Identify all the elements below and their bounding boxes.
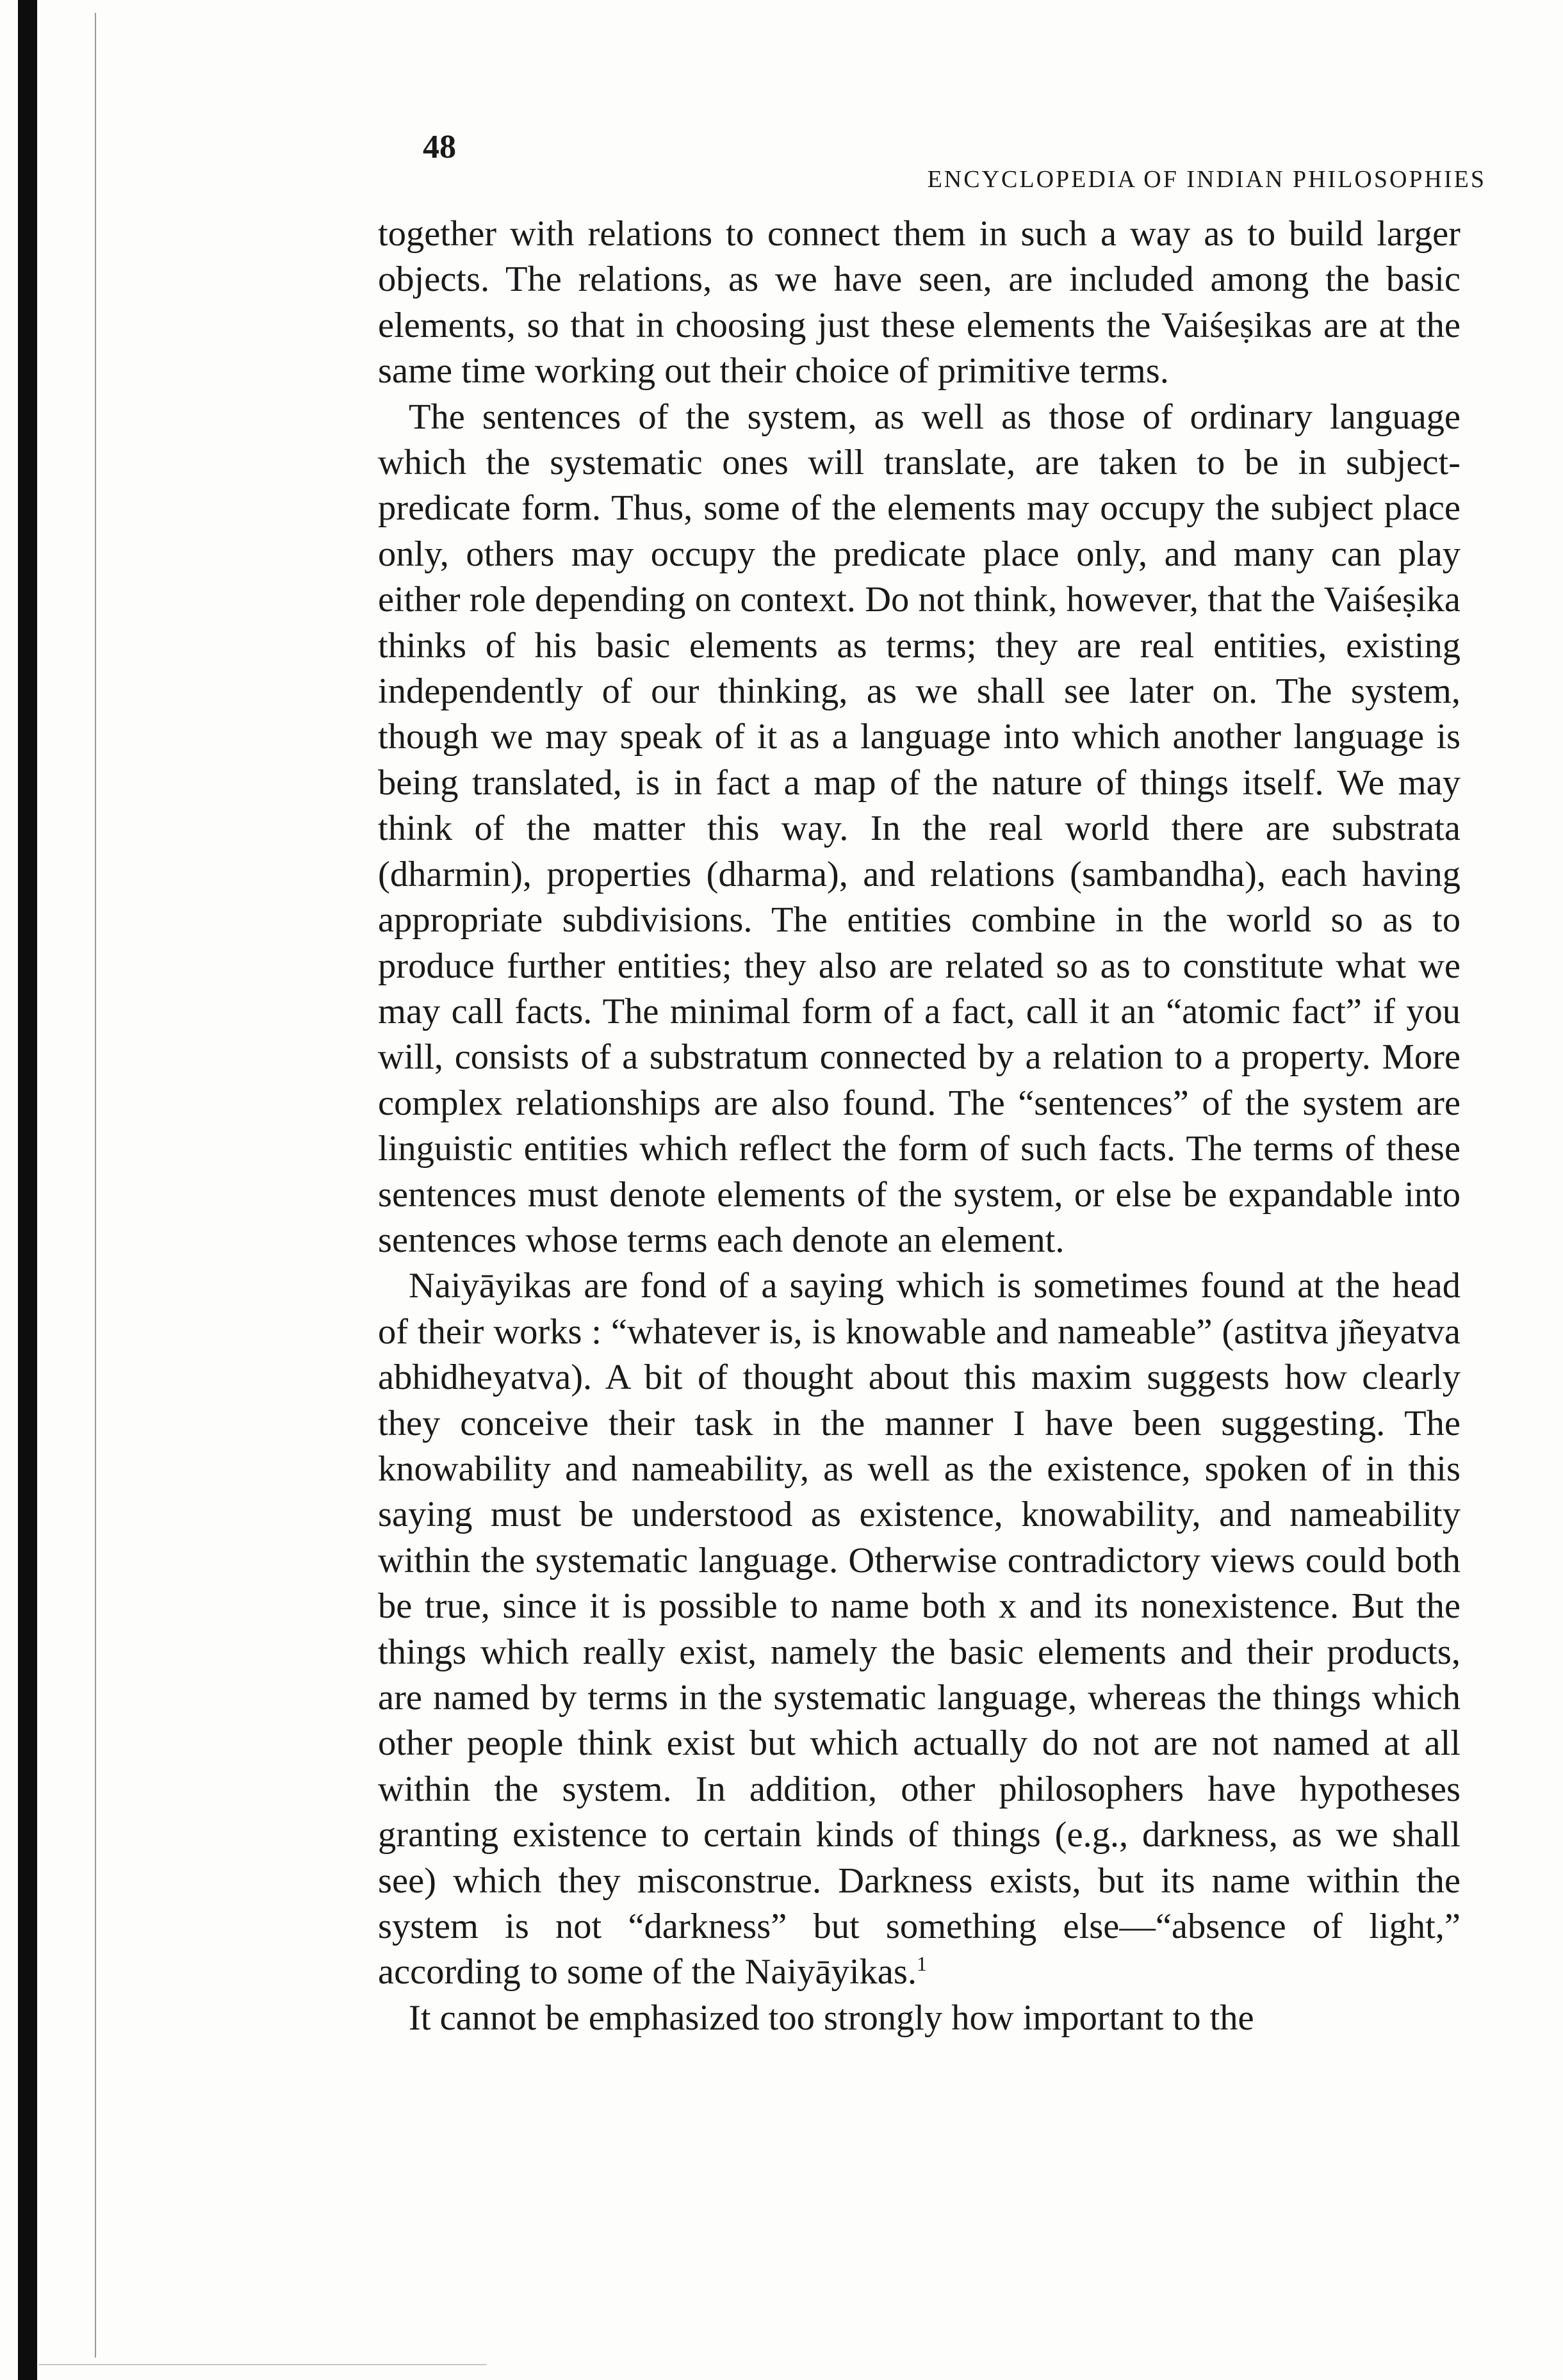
page-binding-edge [18,0,37,2380]
paragraph-1: together with relations to connect them in such a way as to build larger objects. The relations, as we have seen, are included among the basic elements, so that in choosing just these elements the Vaiśeṣikas are at the same time working out their choice of primitive terms. [378,214,1461,391]
paragraph-3-text: Naiyāyikas are fond of a saying which is sometimes found at the head of their works : “whatever is, is knowable and nameable” (astitva jñeyatva abhidheyatva). A bit of thought about this maxim suggests how clearly they conceive their task in the manner I have been suggesting. The knowability and nameability, as well as the existence, spoken of in this saying must be understood as existence, knowability, and nameability within the systematic language. Otherwise contradictory views could both be true, since it is possible to name both x and its nonexistence. But the things which really exist, namely the basic elements and their products, are named by terms in the systematic language, whereas the things which other people think exist but which actually do not are not named at all within the system. In addition, other philosophers have hypotheses granting existence to certain kinds of things (e.g., darkness, as we shall see) which they misconstrue. Darkness exists, but its name within the system is not “darkness” but something else—“absence of light,” according to some of the Naiyāyikas. [378,1266,1461,1992]
page-header [423,128,1486,205]
page-number: 48 [423,129,456,165]
paragraph-4: It cannot be emphasized too strongly how important to the [409,1998,1254,2038]
footnote-marker: 1 [916,1952,927,1976]
page-bottom-edge [38,2364,487,2365]
paragraph-2: The sentences of the system, as well as those of ordinary language which the systematic ones will translate, are taken to be in subject-predicate form. Thus, some of the elements may occupy the subject place only, others may occupy the predicate place only, and many can play either role depending on context. Do not think, however, that the Vaiśeṣika thinks of his basic elements as terms; they are real entities, existing independently of our thinking, as we shall see later on. The system, though we may speak of it as a language into which another language is being translated, is in fact a map of the nature of things itself. We may think of the matter this way. In the real world there are substrata (dharmin), properties (dharma), and relations (sambandha), each having appropriate subdivisions. The entities combine in the world so as to produce further entities; they also are related so as to constitute what we may call facts. The minimal form of a fact, call it an “atomic fact” if you will, consists of a substratum connected by a relation to a property. More complex relationships are also found. The “sentences” of the system are linguistic entities which reflect the form of such facts. The terms of these sentences must denote elements of the system, or else be expandable into sentences whose terms each denote an element. [378,397,1461,1260]
running-head: ENCYCLOPEDIA OF INDIAN PHILOSOPHIES [927,166,1486,193]
paragraph-3 [378,1263,1461,1996]
body-text [378,211,1461,2041]
page-gutter-line [95,13,96,2358]
